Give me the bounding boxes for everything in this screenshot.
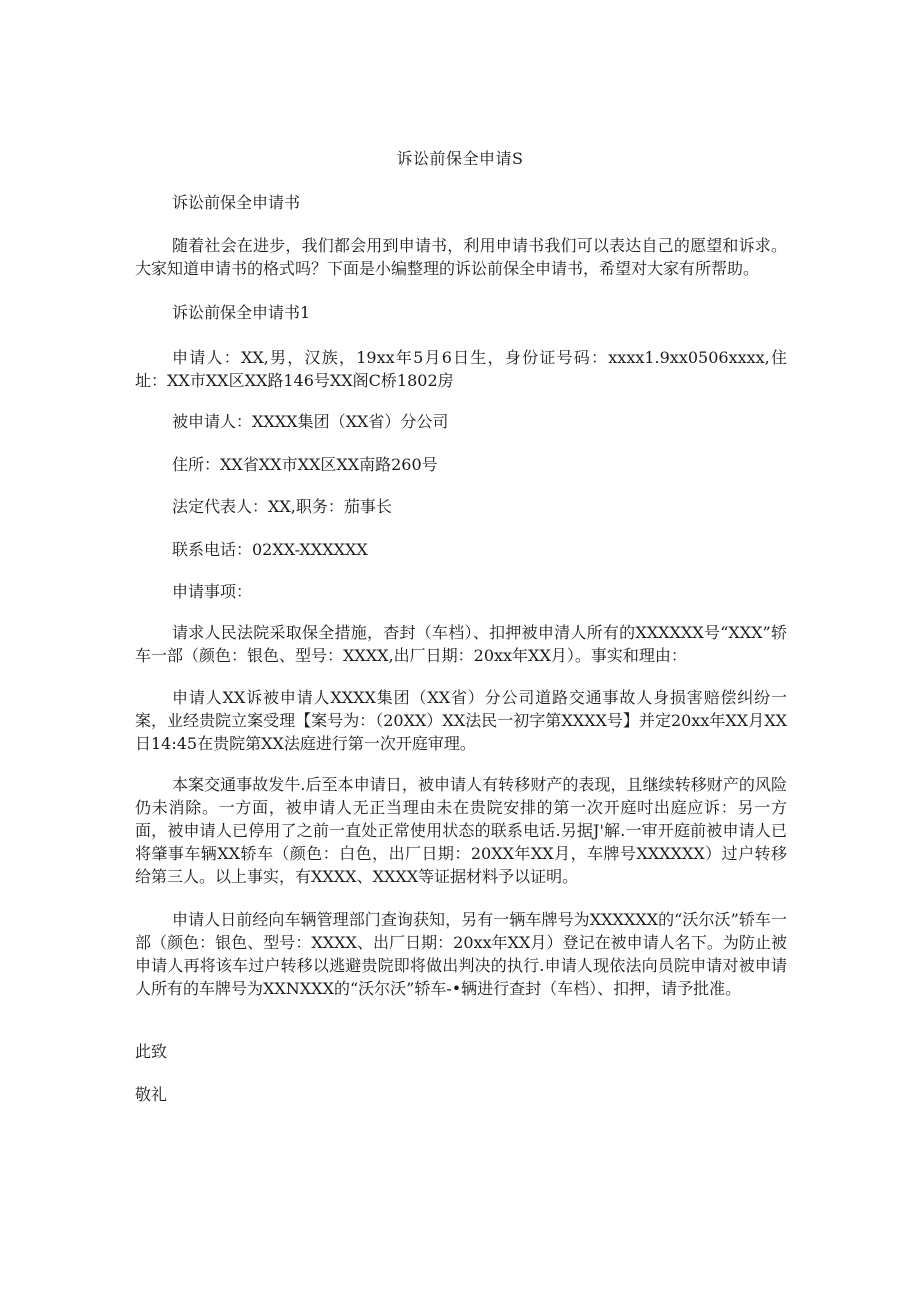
legal-representative-line: 法定代表人：XX,职务：茄事长 [172,497,392,516]
facts-paragraph: 本案交通事故发牛.后至本申请日，被申请人有转移财产的表现，且继续转移财产的风险仍未消除。一方面，被申请人无正当理由未在贵院安排的第一次开庭吋出庭应诉：另一方面，被申请人已停用了之前一直处正常使用状态的联系电话.另据J'解.一审开庭前被申请人已将肇事车辆XX轿车（颜色：白色，出厂日期：20XX年XX月，车牌号XXXXXX）过户转移给第三人。以上事实，有XXXX、XXXX等证据材料予以证明。 [135,775,787,886]
address-line: 住所：XX省XX市XX区XX南路260号 [172,455,438,474]
intro-paragraph: 随着社会在进步，我们都会用到申请书，利用申请书我们可以表达自己的愿望和诉求。大家知道申请书的格式吗？下面是小编整理的诉讼前保全申请书，希望对大家有所帮助。 [135,236,787,278]
closing-regards: 敬礼 [135,1085,168,1104]
case-paragraph: 申请人XX诉被申请人XXXX集团（XX省）分公司道路交通事故人身损害赔偿纠纷一案，业经贵院立案受理【案号为：（20XX）XX法民一初字第XXXX号】并定20xx年XX月XX日14:45在贵院第XX法庭进行第一次开庭审理。 [135,688,787,753]
respondent-line: 被申请人：XXXX集团（XX省）分公司 [172,412,449,431]
phone-line: 联系电话：02XX-XXXXXX [172,540,368,559]
applicant-paragraph: 申请人：XX,男，汉族，19xx年5月6日生，身份证号码：xxxx1.9xx0506xxxx,住址：XX市XX区XX路146号XX阁C桥1802房 [135,348,787,390]
matters-label: 申请事项： [172,582,253,601]
request-paragraph: 请求人民法院采取保全措施，杳封（车档）、扣押被申清人所有的XXXXXX号“XXX”轿车一部（颜色：银色、型号：XXXX,出厂日期：20xx年XX月）。事实和理由： [135,623,787,665]
document-subtitle: 诉讼前保全申请书 [172,193,301,212]
closing-salutation: 此致 [135,1042,168,1061]
request-detail-paragraph: 申请人日前经向车辆管理部门查询获知，另有一辆车牌号为XXXXXX的“沃尔沃”轿车一部（颜色：银色、型号：XXXX、出厂日期：20xx年XX月）登记在被申请人名下。为防止被申请人再将该车过户转移以逃避贵院即将做出判决的执行.申请人现依法向员院申请对被申请人所有的车牌号为XXNXXX的“沃尔沃”轿车-•辆进行查封（车档）、扣押，请予批准。 [135,910,787,998]
document-title: 诉讼前保全申请S [396,149,524,168]
section-heading: 诉讼前保全申请书1 [172,303,311,322]
